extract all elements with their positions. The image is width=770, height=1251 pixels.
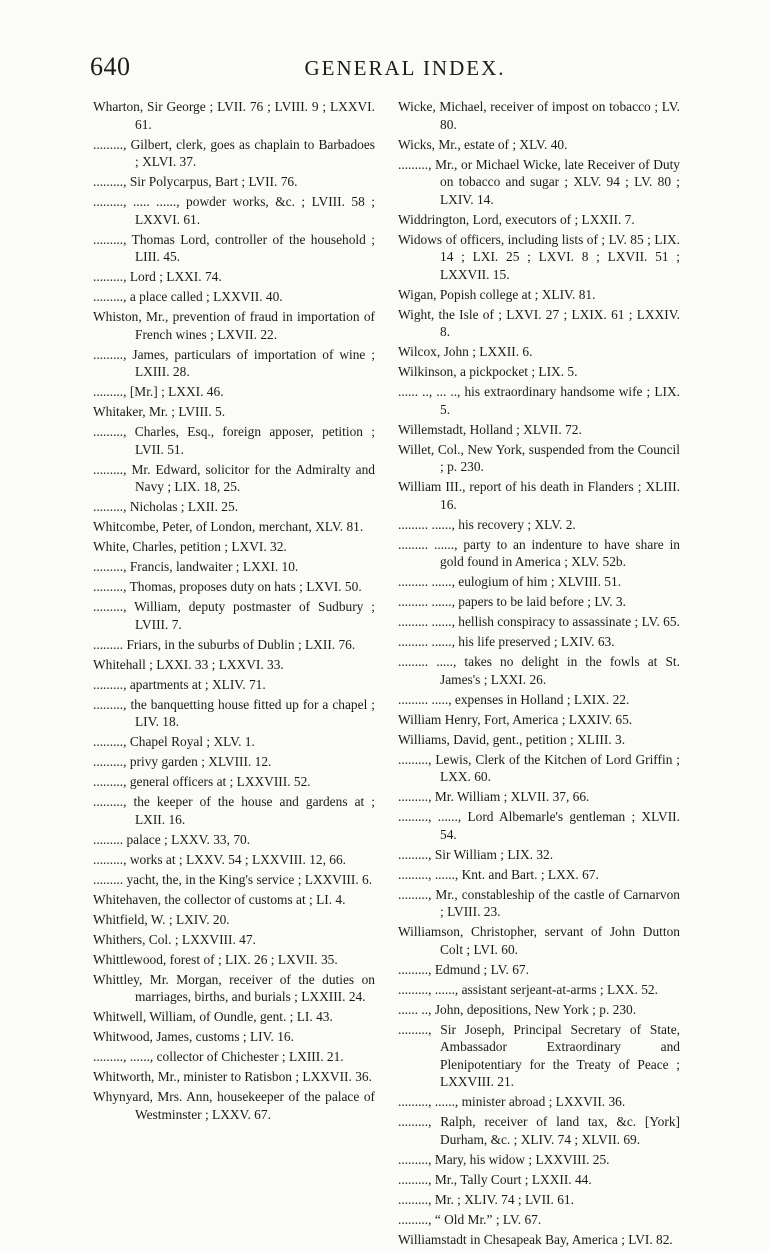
index-entry: ......... Friars, in the suburbs of Dublin ; LXII. 76. <box>93 636 356 652</box>
index-entry: ........., the keeper of the house and gardens at ; LXII. 16. <box>93 794 375 827</box>
index-entry: Williamstadt in Chesapeak Bay, America ; LVI. 82. <box>398 1231 673 1247</box>
index-entry: ........., Edmund ; LV. 67. <box>398 961 529 977</box>
index-entry: Whitaker, Mr. ; LVIII. 5. <box>93 404 226 419</box>
index-entry: ........., Mary, his widow ; LXXVIII. 25. <box>398 1151 610 1167</box>
index-entry: ........., Thomas, proposes duty on hats ; LXVI. 50. <box>93 579 362 594</box>
index-entry: ........., works at ; LXXV. 54 ; LXXVIII. 12, 66. <box>93 851 347 867</box>
index-entry: ......... ....., takes no delight in the fowls at St. James's ; LXXI. 26. <box>398 654 680 687</box>
index-entry: Willemstadt, Holland ; XLVII. 72. <box>398 421 582 437</box>
index-entry: William III., report of his death in Flanders ; XLIII. 16. <box>398 479 680 512</box>
index-entry: Wharton, Sir George ; LVII. 76 ; LVIII. 9 ; LXXVI. 61. <box>93 99 375 132</box>
index-entry: ........., ......, assistant serjeant-at-arms ; LXX. 52. <box>398 981 658 997</box>
index-entry: Whitfield, W. ; LXIV. 20. <box>93 911 230 927</box>
index-entry: Whittlewood, forest of ; LIX. 26 ; LXVII. 35. <box>93 951 338 967</box>
index-entry: ......... ......, hellish conspiracy to assassinate ; LV. 65. <box>398 614 680 629</box>
index-entry: Wilcox, John ; LXXII. 6. <box>398 344 533 359</box>
index-entry: ........., Charles, Esq., foreign apposer, petition ; LVII. 51. <box>93 424 375 457</box>
index-entry: Whitehall ; LXXI. 33 ; LXXVI. 33. <box>93 656 284 672</box>
index-entry: ........., Nicholas ; LXII. 25. <box>93 499 239 514</box>
index-entry: ......... ......, party to an indenture to have share in gold found in America ; XLV. 52b. <box>398 536 680 569</box>
index-entry: Whitwell, William, of Oundle, gent. ; LI. 43. <box>93 1009 333 1024</box>
index-entry: ......... ....., expenses in Holland ; LXIX. 22. <box>398 691 630 707</box>
index-entry: Wilkinson, a pickpocket ; LIX. 5. <box>398 364 578 379</box>
index-column-right <box>398 98 680 1251</box>
index-entry: ........., Mr. William ; XLVII. 37, 66. <box>398 789 590 804</box>
index-entry: ........., a place called ; LXXVII. 40. <box>93 289 283 304</box>
index-entry: ........., general officers at ; LXXVIII. 52. <box>93 774 311 789</box>
index-entry: ........., Sir William ; LIX. 32. <box>398 846 554 862</box>
index-entry: Whynyard, Mrs. Ann, housekeeper of the palace of Westminster ; LXXV. 67. <box>93 1089 375 1122</box>
index-entry: ........., Mr. ; XLIV. 74 ; LVII. 61. <box>398 1191 574 1207</box>
index-entry: ........., ..... ......, powder works, &c. ; LVIII. 58 ; LXXVI. 61. <box>93 194 375 227</box>
index-entry: ........., the banquetting house fitted up for a chapel ; LIV. 18. <box>93 696 375 729</box>
index-entry: ........., Mr. Edward, solicitor for the Admiralty and Navy ; LIX. 18, 25. <box>93 461 375 494</box>
index-entry: ........., Lewis, Clerk of the Kitchen of Lord Griffin ; LXX. 60. <box>398 751 680 784</box>
index-entry: ........., ......, collector of Chichester ; LXIII. 21. <box>93 1049 344 1064</box>
index-entry: ........., apartments at ; XLIV. 71. <box>93 676 266 692</box>
index-entry: ........., Thomas Lord, controller of the household ; LIII. 45. <box>93 231 375 264</box>
index-entry: William Henry, Fort, America ; LXXIV. 65. <box>398 711 633 727</box>
index-entry: ........., Gilbert, clerk, goes as chaplain to Barbadoes ; XLVI. 37. <box>93 136 375 169</box>
page-title: GENERAL INDEX. <box>304 56 506 80</box>
index-entry: ......... ......, his recovery ; XLV. 2. <box>398 516 576 532</box>
index-entry: Whitehaven, the collector of customs at ; LI. 4. <box>93 891 346 907</box>
index-entry: ...... .., ... .., his extraordinary handsome wife ; LIX. 5. <box>398 384 680 417</box>
index-entry: ........., James, particulars of importation of wine ; LXIII. 28. <box>93 346 375 379</box>
page-number: 640 <box>90 52 131 81</box>
index-entry: ......... yacht, the, in the King's service ; LXXVIII. 6. <box>93 871 373 887</box>
index-entry: ........., Chapel Royal ; XLV. 1. <box>93 734 255 749</box>
index-entry: ......... ......, eulogium of him ; XLVIII. 51. <box>398 574 622 589</box>
index-entry: ........., Lord ; LXXI. 74. <box>93 269 222 284</box>
index-entry: Whittley, Mr. Morgan, receiver of the duties on marriages, births, and burials ; LXXIII. 24. <box>93 971 375 1004</box>
index-entry: Williams, David, gent., petition ; XLIII. 3. <box>398 731 626 747</box>
index-entry: ........., Sir Polycarpus, Bart ; LVII. 76. <box>93 174 298 189</box>
index-entry: ......... ......, his life preserved ; LXIV. 63. <box>398 634 615 649</box>
index-entry: Wicks, Mr., estate of ; XLV. 40. <box>398 136 568 152</box>
index-entry: Whitcombe, Peter, of London, merchant, XLV. 81. <box>93 519 364 534</box>
index-entry: ........., ......, Knt. and Bart. ; LXX. 67. <box>398 866 599 882</box>
index-entry: ........., William, deputy postmaster of Sudbury ; LVIII. 7. <box>93 599 375 632</box>
index-entry: ........., Ralph, receiver of land tax, &c. [York] Durham, &c. ; XLIV. 74 ; XLVII. 69. <box>398 1114 680 1147</box>
index-entry: ........., Francis, landwaiter ; LXXI. 10. <box>93 559 299 574</box>
index-entry: ......... palace ; LXXV. 33, 70. <box>93 831 251 847</box>
index-entry: ........., privy garden ; XLVIII. 12. <box>93 754 272 769</box>
index-entry: ......... ......, papers to be laid before ; LV. 3. <box>398 594 626 609</box>
index-entry: ........., ......, Lord Albemarle's gentleman ; XLVII. 54. <box>398 809 680 842</box>
index-entry: ........., [Mr.] ; LXXI. 46. <box>93 384 224 399</box>
index-entry: ........., Mr., constableship of the castle of Carnarvon ; LVIII. 23. <box>398 886 680 919</box>
index-entry: Wight, the Isle of ; LXVI. 27 ; LXIX. 61 ; LXXIV. 8. <box>398 306 680 339</box>
index-entry: Willet, Col., New York, suspended from the Council ; p. 230. <box>398 441 680 474</box>
index-entry: Whithers, Col. ; LXXVIII. 47. <box>93 931 256 947</box>
index-entry: Whitwood, James, customs ; LIV. 16. <box>93 1029 294 1044</box>
index-entry: ........., Mr., or Michael Wicke, late Receiver of Duty on tobacco and sugar ; XLV. 94 ; LV. 80 ; LXIV. 14. <box>398 156 680 207</box>
index-entry: Whitworth, Mr., minister to Ratisbon ; LXXVII. 36. <box>93 1069 372 1084</box>
index-entry: Widows of officers, including lists of ; LV. 85 ; LIX. 14 ; LXI. 25 ; LXVI. 8 ; LXVII. 51 ; LXXVII. 15. <box>398 231 680 282</box>
index-entry: White, Charles, petition ; LXVI. 32. <box>93 539 287 554</box>
index-entry: ...... .., John, depositions, New York ; p. 230. <box>398 1001 637 1017</box>
index-entry: Williamson, Christopher, servant of John Dutton Colt ; LVI. 60. <box>398 924 680 957</box>
index-entry: ........., Mr., Tally Court ; LXXII. 44. <box>398 1171 592 1187</box>
index-entry: ........., “ Old Mr.” ; LV. 67. <box>398 1211 542 1227</box>
index-entry: ........., Sir Joseph, Principal Secretary of State, Ambassador Extraordinary and Plenipotentiary for the Treaty of Peace ; LXXVIII. 21. <box>398 1021 680 1089</box>
index-entry: ........., ......, minister abroad ; LXXVII. 36. <box>398 1094 626 1109</box>
index-entry: Widdrington, Lord, executors of ; LXXII. 7. <box>398 211 635 227</box>
index-entry: Wigan, Popish college at ; XLIV. 81. <box>398 286 596 302</box>
index-entry: Wicke, Michael, receiver of impost on tobacco ; LV. 80. <box>398 99 680 132</box>
index-column-left <box>93 98 375 1126</box>
index-entry: Whiston, Mr., prevention of fraud in importation of French wines ; LXVII. 22. <box>93 309 375 342</box>
